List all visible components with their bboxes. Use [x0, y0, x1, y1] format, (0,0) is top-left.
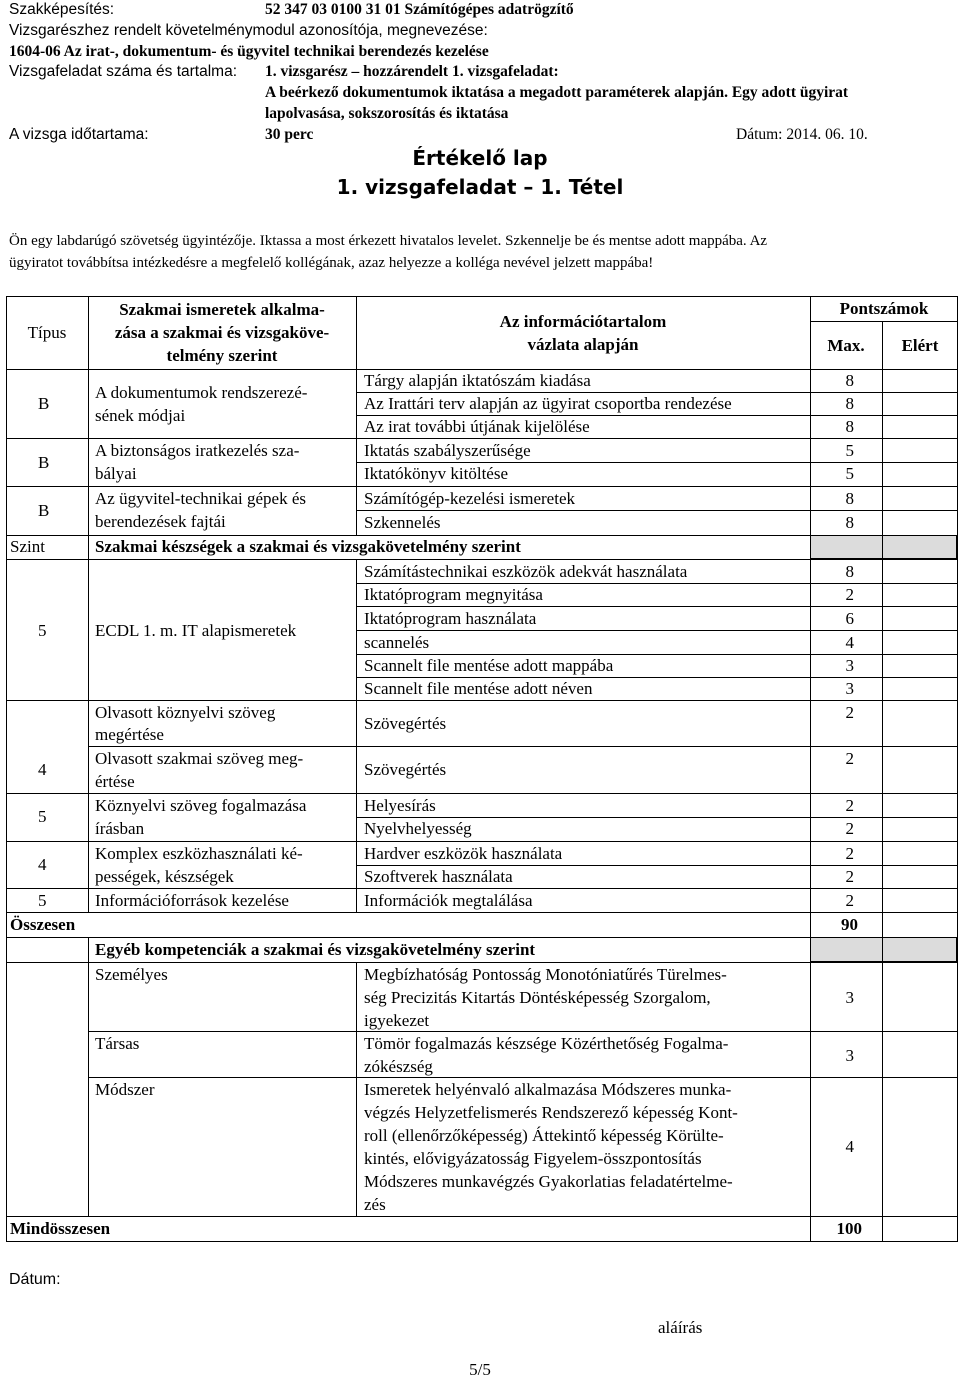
other-section-title: Egyéb kompetenciák a szakmai és vizsgakövetelmény szerint	[95, 940, 536, 959]
max-points: 8	[845, 489, 854, 508]
max-points: 8	[845, 562, 854, 581]
max-points: 4	[845, 1137, 854, 1156]
skill-level: 5	[38, 621, 47, 640]
task-line-2: A beérkező dokumentumok iktatása a megadott paraméterek alapján. Egy adott ügyirat	[265, 84, 849, 101]
grand-total-value: 100	[836, 1219, 862, 1238]
intro-line-1: Ön egy labdarúgó szövetség ügyintézője. Iktassa a most érkezett hivatalos levelet. Szkennelje be és mentse adott mappába. Az	[9, 233, 768, 249]
competency-text: ség Precizitás Kitartás Döntésképesség Szorgalom,	[364, 988, 711, 1007]
info-item: Szövegértés	[364, 760, 447, 779]
competency-text: kintés, elővigyázatosság Figyelem-összpontosítás	[364, 1149, 702, 1168]
page-number: 5/5	[469, 1360, 491, 1379]
col-points-header: Pontszámok	[839, 299, 929, 318]
info-item: Szövegértés	[364, 714, 447, 733]
info-item: Iktatóprogram megnyitása	[364, 585, 543, 604]
level-header: Szint	[10, 537, 45, 556]
req-text: A biztonságos iratkezelés sza-	[95, 441, 300, 460]
module-label: Vizsgarészhez rendelt követelménymodul azonosítója, megnevezése:	[9, 22, 488, 39]
max-points: 8	[845, 371, 854, 390]
req-text: Az ügyvitel-technikai gépek és	[95, 489, 307, 508]
signature-label: aláírás	[658, 1318, 703, 1337]
col-got-header: Elért	[901, 336, 939, 355]
info-item: Scannelt file mentése adott néven	[364, 679, 593, 698]
col-type-header: Típus	[27, 323, 67, 342]
task-line-3: lapolvasása, sokszorosítás és iktatása	[265, 105, 509, 122]
competency-text: zés	[364, 1195, 386, 1214]
col-info-header-2: vázlata alapján	[527, 335, 639, 354]
task-line-1: 1. vizsgarész – hozzárendelt 1. vizsgafeladat:	[265, 63, 559, 80]
info-item: Szoftverek használata	[364, 867, 513, 886]
page-subtitle: 1. vizsgafeladat – 1. Tétel	[336, 175, 624, 199]
competency-text: igyekezet	[364, 1011, 430, 1030]
req-text: berendezések fajtái	[95, 512, 226, 531]
competency-name: Társas	[95, 1034, 140, 1053]
qualification-value: 52 347 03 0100 31 01 Számítógépes adatrögzítő	[265, 1, 574, 18]
info-item: Számítógép-kezelési ismeretek	[364, 489, 575, 508]
max-points: 2	[845, 703, 854, 722]
total-value: 90	[841, 915, 858, 934]
footer-date-label: Dátum:	[9, 1271, 61, 1288]
info-item: Az Irattári terv alapján az ügyirat csoportba rendezése	[364, 394, 732, 413]
skill-level: 5	[38, 891, 47, 910]
max-points: 3	[845, 1046, 854, 1065]
col-info-header-1: Az információtartalom	[499, 312, 667, 331]
skill-name: Komplex eszközhasználati ké-	[95, 844, 303, 863]
skill-name: ECDL 1. m. IT alapismeretek	[95, 621, 297, 640]
skill-name: pességek, készségek	[95, 867, 234, 886]
qualification-label: Szakképesítés:	[9, 1, 115, 18]
col-req-header-1: Szakmai ismeretek alkalma-	[119, 300, 325, 319]
skill-name: megértése	[95, 725, 164, 744]
col-max-header: Max.	[827, 336, 865, 355]
skill-level: 4	[38, 760, 47, 779]
skill-name: értése	[95, 772, 135, 791]
max-points: 2	[845, 749, 854, 768]
info-item: Helyesírás	[364, 796, 436, 815]
info-item: Információk megtalálása	[364, 891, 533, 910]
duration-value: 30 perc	[265, 126, 314, 143]
exam-date: Dátum: 2014. 06. 10.	[736, 126, 868, 143]
grand-total-label: Mindösszesen	[10, 1219, 111, 1238]
info-item: Az irat további útjának kijelölése	[364, 417, 590, 436]
max-points: 3	[845, 988, 854, 1007]
max-points: 3	[845, 679, 854, 698]
max-points: 2	[845, 819, 854, 838]
skill-name: Olvasott szakmai szöveg meg-	[95, 749, 304, 768]
skill-name: Információforrások kezelése	[95, 891, 289, 910]
gray-cell	[810, 535, 957, 559]
total-label: Összesen	[10, 915, 76, 934]
max-points: 2	[845, 796, 854, 815]
intro-line-2: ügyiratot továbbítsa intézkedésre a megfelelő kollégának, azaz helyezze a kolléga nevével jelzett mappába!	[9, 255, 654, 271]
info-item: Iktatókönyv kitöltése	[364, 464, 509, 483]
req-text: sének módjai	[95, 406, 186, 425]
info-item: Tárgy alapján iktatószám kiadása	[364, 371, 591, 390]
competency-text: Megbízhatóság Pontosság Monotóniatűrés Türelmes-	[364, 965, 727, 984]
competency-name: Módszer	[95, 1080, 155, 1099]
max-points: 2	[845, 867, 854, 886]
info-item: Szkennelés	[364, 513, 441, 532]
info-item: Hardver eszközök használata	[364, 844, 563, 863]
max-points: 5	[845, 441, 854, 460]
competency-text: Ismeretek helyénvaló alkalmazása Módszeres munka-	[364, 1080, 732, 1099]
req-text: A dokumentumok rendszerezé-	[95, 383, 308, 402]
skill-name: Olvasott köznyelvi szöveg	[95, 703, 276, 722]
skill-name: Köznyelvi szöveg fogalmazása	[95, 796, 307, 815]
competency-text: roll (ellenőrzőképesség) Áttekintő képesség Körülte-	[364, 1126, 724, 1145]
max-points: 4	[845, 633, 854, 652]
skill-name: írásban	[95, 819, 145, 838]
info-item: Iktatás szabályszerűsége	[364, 441, 531, 460]
competency-text: Tömör fogalmazás készsége Közérthetőség Fogalma-	[364, 1034, 729, 1053]
competency-text: végzés Helyzetfelismerés Rendszerező képesség Kont-	[364, 1103, 738, 1122]
skill-level: 5	[38, 807, 47, 826]
max-points: 5	[845, 464, 854, 483]
info-item: Számítástechnikai eszközök adekvát használata	[364, 562, 688, 581]
competency-text: Módszeres munkavégzés Gyakorlatias feladatértelme-	[364, 1172, 733, 1191]
max-points: 2	[845, 585, 854, 604]
req-text: bályai	[95, 464, 137, 483]
duration-label: A vizsga időtartama:	[9, 126, 149, 143]
max-points: 2	[845, 891, 854, 910]
skill-level: 4	[38, 855, 47, 874]
page-title: Értékelő lap	[412, 146, 548, 170]
max-points: 8	[845, 417, 854, 436]
gray-cell	[810, 937, 957, 962]
task-label: Vizsgafeladat száma és tartalma:	[9, 63, 238, 80]
max-points: 8	[845, 513, 854, 532]
max-points: 3	[845, 656, 854, 675]
competency-text: zókészség	[364, 1057, 433, 1076]
max-points: 6	[845, 609, 854, 628]
info-item: scannelés	[364, 633, 430, 652]
type-b: B	[38, 394, 50, 413]
col-req-header-3: telmény szerint	[166, 346, 278, 365]
info-item: Nyelvhelyesség	[364, 819, 472, 838]
info-item: Iktatóprogram használata	[364, 609, 537, 628]
type-b: B	[38, 501, 50, 520]
competency-name: Személyes	[95, 965, 168, 984]
skills-section-title: Szakmai készségek a szakmai és vizsgakövetelmény szerint	[95, 537, 521, 556]
module-value: 1604-06 Az irat-, dokumentum- és ügyvitel technikai berendezés kezelése	[9, 43, 489, 60]
type-b: B	[38, 453, 50, 472]
max-points: 8	[845, 394, 854, 413]
max-points: 2	[845, 844, 854, 863]
col-req-header-2: zása a szakmai és vizsgaköve-	[114, 323, 330, 342]
info-item: Scannelt file mentése adott mappába	[364, 656, 614, 675]
